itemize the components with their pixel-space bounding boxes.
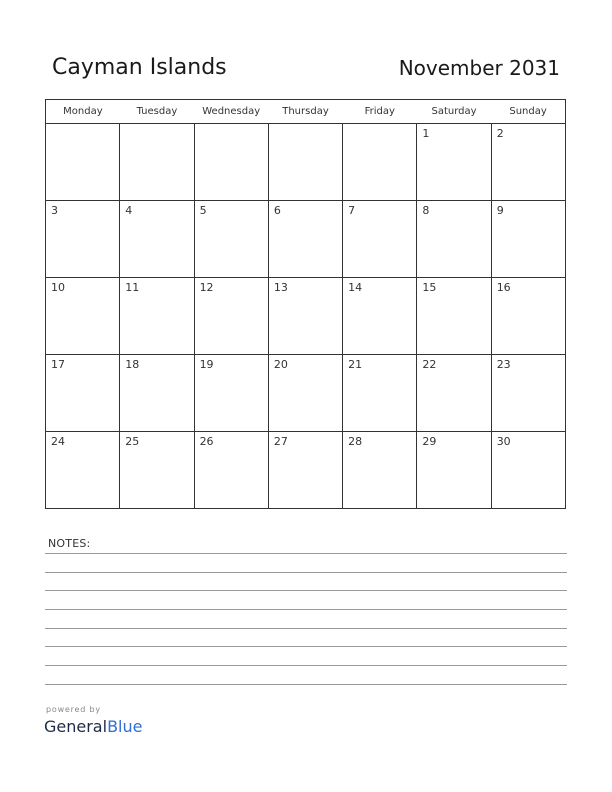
day-number	[46, 124, 119, 127]
calendar-week-row	[46, 124, 566, 201]
day-cell	[417, 278, 491, 355]
day-cell	[120, 432, 194, 509]
day-number: 8	[422, 204, 430, 217]
day-cell	[268, 124, 342, 201]
day-number: 28	[348, 435, 363, 448]
day-cell	[194, 201, 268, 278]
day-number: 12	[199, 281, 214, 294]
day-number: 5	[199, 204, 207, 217]
day-cell	[46, 124, 120, 201]
day-number: 30	[496, 435, 511, 448]
day-number: 18	[125, 358, 140, 371]
logo-word-general: General	[44, 717, 108, 736]
day-number: 10	[51, 281, 65, 294]
day-number: 15	[422, 281, 437, 294]
day-number: 6	[273, 204, 281, 217]
day-cell	[343, 278, 417, 355]
weekday-header: Monday	[46, 100, 120, 124]
day-cell	[46, 278, 120, 355]
notes-label: NOTES:	[48, 537, 91, 550]
day-cell	[343, 432, 417, 509]
day-cell	[268, 432, 342, 509]
day-cell	[491, 355, 565, 432]
calendar-week-row	[46, 432, 566, 509]
weekday-header-row	[46, 100, 566, 124]
day-number: 9	[496, 204, 504, 217]
day-number: 24	[51, 435, 65, 448]
day-number: 27	[273, 435, 288, 448]
day-cell	[491, 201, 565, 278]
day-cell	[46, 201, 120, 278]
day-number: 21	[348, 358, 363, 371]
weekday-header: Tuesday	[120, 100, 194, 124]
day-number: 19	[199, 358, 214, 371]
day-number: 14	[348, 281, 363, 294]
calendar-week-row	[46, 355, 566, 432]
weekday-header: Thursday	[268, 100, 342, 124]
notes-line	[45, 628, 567, 629]
notes-line	[45, 553, 567, 554]
notes-line	[45, 590, 567, 591]
weekday-header: Wednesday	[194, 100, 268, 124]
day-cell	[120, 355, 194, 432]
day-number	[269, 124, 342, 127]
day-cell	[194, 278, 268, 355]
day-cell	[120, 278, 194, 355]
weekday-header: Friday	[343, 100, 417, 124]
generalblue-logo	[44, 717, 142, 736]
day-number	[195, 124, 268, 127]
notes-line	[45, 684, 567, 685]
day-number: 25	[125, 435, 140, 448]
calendar-week-row	[46, 201, 566, 278]
weekday-header: Sunday	[491, 100, 565, 124]
day-cell	[491, 278, 565, 355]
day-cell	[343, 124, 417, 201]
day-cell	[491, 432, 565, 509]
day-cell	[417, 355, 491, 432]
day-cell	[268, 355, 342, 432]
day-cell	[120, 124, 194, 201]
day-number: 7	[348, 204, 356, 217]
day-cell	[491, 124, 565, 201]
day-number: 1	[422, 127, 430, 140]
day-cell	[268, 278, 342, 355]
day-number: 23	[496, 358, 511, 371]
day-number: 17	[51, 358, 65, 371]
day-number	[120, 124, 193, 127]
notes-line	[45, 572, 567, 573]
logo-word-blue: Blue	[107, 717, 143, 736]
day-cell	[194, 432, 268, 509]
notes-line	[45, 646, 567, 647]
day-cell	[343, 201, 417, 278]
day-cell	[417, 201, 491, 278]
day-number: 11	[125, 281, 140, 294]
day-cell	[194, 124, 268, 201]
notes-line	[45, 665, 567, 666]
day-cell	[417, 124, 491, 201]
powered-by-text: powered by	[46, 705, 101, 714]
calendar-country-title: Cayman Islands	[52, 55, 227, 80]
day-cell	[417, 432, 491, 509]
calendar-week-row	[46, 278, 566, 355]
day-number: 20	[273, 358, 288, 371]
calendar-month-title: November 2031	[398, 56, 560, 80]
day-cell	[268, 201, 342, 278]
day-number: 13	[273, 281, 288, 294]
day-number: 29	[422, 435, 437, 448]
day-number: 26	[199, 435, 214, 448]
day-cell	[120, 201, 194, 278]
day-number: 16	[496, 281, 511, 294]
weekday-header: Saturday	[417, 100, 491, 124]
day-number: 3	[51, 204, 58, 217]
day-cell	[46, 355, 120, 432]
day-number: 22	[422, 358, 437, 371]
day-number: 4	[125, 204, 133, 217]
calendar-grid	[45, 99, 566, 509]
day-cell	[343, 355, 417, 432]
day-cell	[194, 355, 268, 432]
day-number: 2	[496, 127, 504, 140]
day-number	[343, 124, 416, 127]
notes-line	[45, 609, 567, 610]
day-cell	[46, 432, 120, 509]
